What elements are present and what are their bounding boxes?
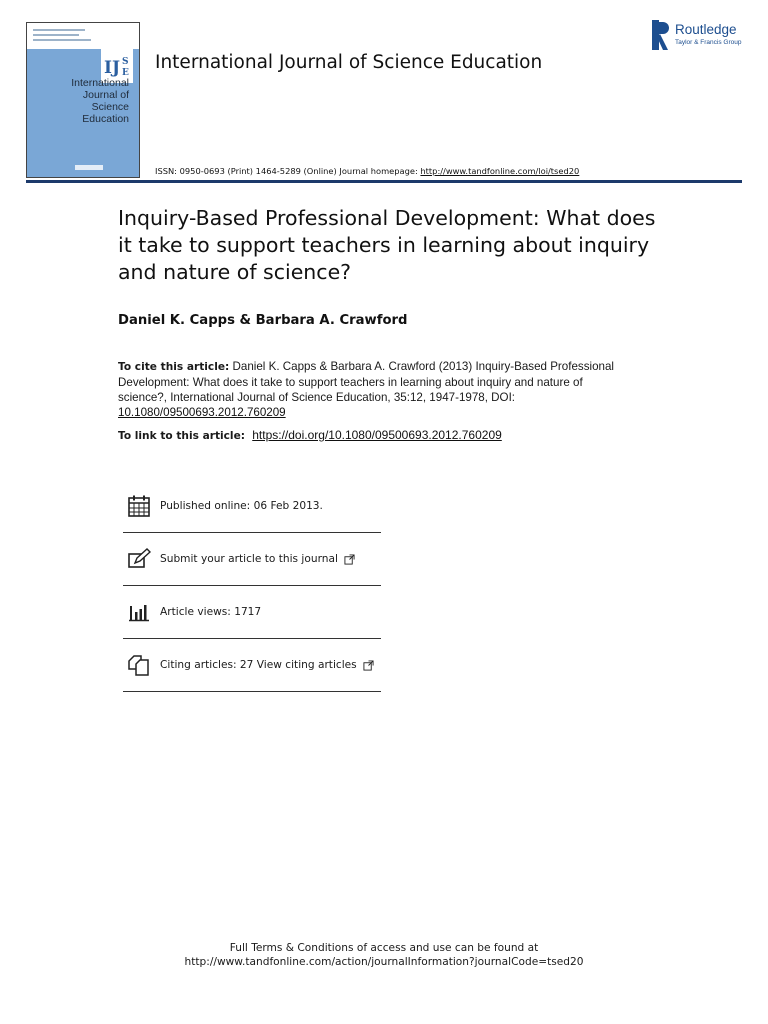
calendar-icon <box>127 494 151 518</box>
cover-header-band <box>27 23 139 49</box>
article-views-item <box>123 586 381 639</box>
citing-articles-row <box>160 659 374 671</box>
svg-text:E: E <box>122 68 129 78</box>
article-views-text: Article views: 1717 <box>160 606 262 618</box>
edit-icon <box>127 547 151 571</box>
external-link-icon <box>363 660 374 671</box>
cover-publisher-mark <box>75 165 103 170</box>
link-to-article <box>118 428 502 442</box>
article-title: Inquiry-Based Professional Development: What does it take to support teachers in learning about inquiry and nature of science? <box>118 206 656 284</box>
page-footer <box>0 941 768 969</box>
cover-title-line: Journal of <box>82 89 129 101</box>
link-label: To link to this article: <box>118 430 245 442</box>
article-info-list <box>123 480 381 692</box>
article-authors: Daniel K. Capps & Barbara A. Crawford <box>118 313 408 328</box>
citation-text: Daniel K. Capps & Barbara A. Crawford (2013) Inquiry-Based Professional Development: What does it take to support teachers in learning about inquiry and nature of science?, International Journal of Science Education, 35:12, 1947-1978, DOI: <box>118 360 614 404</box>
publisher-subtitle: Taylor & Francis Group <box>675 39 742 46</box>
journal-cover-image <box>26 22 140 178</box>
cover-text-line <box>33 29 85 31</box>
citation-label: To cite this article: <box>118 361 230 373</box>
journal-homepage-link[interactable]: http://www.tandfonline.com/loi/tsed20 <box>420 166 580 176</box>
cover-title-line: Science <box>91 101 129 113</box>
footer-terms-text: Full Terms & Conditions of access and use can be found at <box>229 942 539 954</box>
bar-chart-icon <box>127 600 151 624</box>
submit-article-row <box>160 553 355 565</box>
cover-title-line: International <box>71 77 129 89</box>
submit-article-item[interactable] <box>123 533 381 586</box>
svg-text:IJ: IJ <box>104 58 120 78</box>
journal-title: International Journal of Science Education <box>155 52 543 73</box>
citing-articles-item[interactable] <box>123 639 381 692</box>
publisher-name: Routledge <box>675 22 737 37</box>
cover-text-line <box>33 39 91 41</box>
published-online-item <box>123 480 381 533</box>
published-online-text: Published online: 06 Feb 2013. <box>160 500 323 512</box>
cover-title <box>39 77 129 125</box>
article-doi-link[interactable]: https://doi.org/10.1080/09500693.2012.760209 <box>252 428 502 442</box>
routledge-mark-icon <box>652 20 670 50</box>
svg-text:S: S <box>122 57 129 67</box>
external-link-icon <box>344 554 355 565</box>
footer-terms-link[interactable]: http://www.tandfonline.com/action/journalInformation?journalCode=tsed20 <box>184 956 584 968</box>
citing-articles-link[interactable]: Citing articles: 27 View citing articles <box>160 659 357 671</box>
header-divider <box>26 180 742 183</box>
citations-icon <box>127 653 151 677</box>
cover-text-line <box>33 34 79 36</box>
submit-article-link[interactable]: Submit your article to this journal <box>160 553 338 565</box>
issn-text: ISSN: 0950-0693 (Print) 1464-5289 (Online) Journal homepage: <box>155 166 421 176</box>
publisher-logo <box>652 20 752 52</box>
issn-line <box>155 166 579 176</box>
citation-block <box>118 359 618 420</box>
cover-title-line: Education <box>82 113 129 125</box>
citation-doi-link[interactable]: 10.1080/09500693.2012.760209 <box>118 406 286 419</box>
